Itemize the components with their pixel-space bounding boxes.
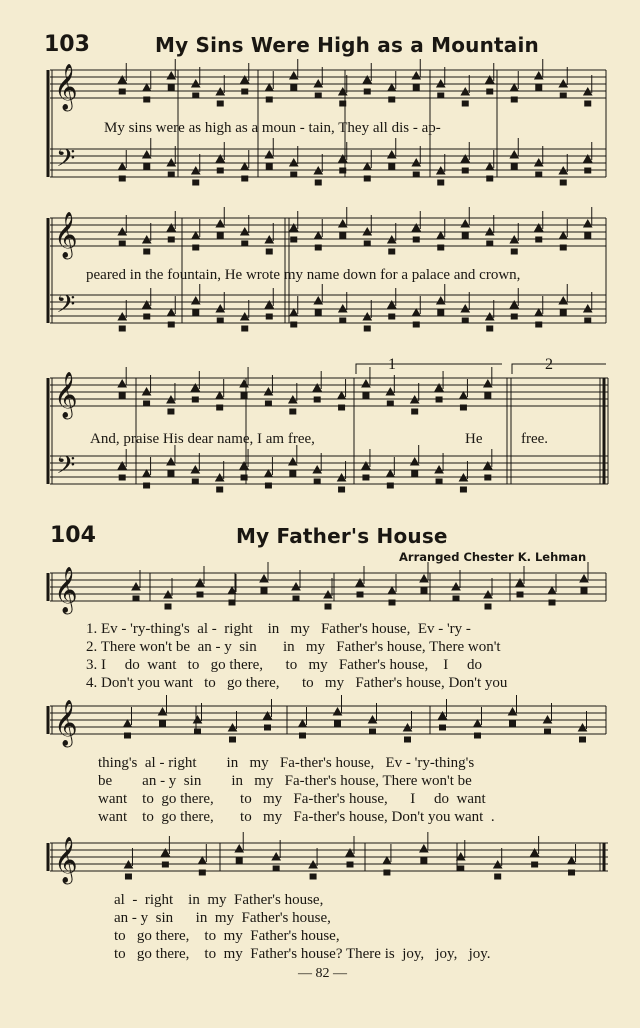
shape-note-head [159,708,167,715]
shape-note-head [585,233,591,238]
shape-note-head [370,729,376,734]
shape-note-head [290,309,298,316]
shape-note-head [335,721,341,726]
shape-note-head [235,845,243,852]
shape-note-head [438,180,444,185]
shape-note-head [388,587,396,594]
shape-note-head [560,180,566,185]
shape-note-head [229,600,235,605]
shape-note-head [119,89,125,94]
shape-note-head [144,97,150,102]
first-ending-label: 1 [388,356,396,373]
verse-line: thing's al - right in my Fa-ther's house, Ev - 'ry-thing's [98,755,475,771]
shape-note-head [143,84,151,91]
shape-note-head [199,870,205,875]
shape-note-head [511,97,517,102]
shape-note-head [265,483,271,488]
shape-note-head [168,85,174,90]
shape-note-head [340,168,346,173]
shape-note-head [485,393,491,398]
shape-note-head [487,326,493,331]
shape-note-head [363,163,371,170]
verse-line: want to go there, to my Fa-ther's house, Don't you want . [98,809,495,825]
verse-line: al - right in my Father's house, [114,892,324,908]
shape-note-head [266,97,272,102]
shape-note-head [461,220,469,227]
shape-note-head [315,245,321,250]
shape-note-head [405,737,411,742]
shape-note-head [143,470,151,477]
shape-note-head [144,249,150,254]
shape-note-head [495,874,501,879]
shape-note-head [291,85,297,90]
shape-note-head [167,72,175,79]
shape-note-head [339,405,345,410]
shape-note-head [386,470,394,477]
shape-note-head [460,405,466,410]
shape-note-head [389,314,395,319]
shape-note-head [314,232,322,239]
shape-note-head [487,176,493,181]
shape-note-head [511,164,517,169]
shape-note-head [289,458,297,465]
shape-note-head [216,220,224,227]
shape-note-head [413,172,419,177]
shape-note-head [535,309,543,316]
shape-note-head [241,475,247,480]
shape-note-head [144,401,150,406]
shape-note-head [536,237,542,242]
treble-clef: 𝄞 [54,567,78,613]
shape-note-head [293,596,299,601]
hymn104-verses-system1 [86,620,507,692]
shape-note-head [119,241,125,246]
hymn103-lyrics-line3-free: free. [521,431,549,447]
shape-note-head [389,97,395,102]
shape-note-head [462,318,468,323]
shape-note-head [230,737,236,742]
shape-note-head [511,249,517,254]
shape-note-head [124,720,132,727]
shape-note-head [584,220,592,227]
shape-note-head [387,401,393,406]
shape-note-head [339,487,345,492]
shape-note-head [290,471,296,476]
shape-note-head [560,93,566,98]
treble-clef: 𝄞 [54,212,78,258]
shape-note-head [387,483,393,488]
hymn103-lyrics-line3-he: He [465,431,483,447]
shape-note-head [389,164,395,169]
shape-note-head [437,297,445,304]
shape-note-head [165,604,171,609]
shape-note-head [143,151,151,158]
shape-note-head [242,89,248,94]
shape-note-head [569,870,575,875]
shape-note-head [118,163,126,170]
shape-note-head [475,733,481,738]
shape-note-head [412,72,420,79]
shape-note-head [168,409,174,414]
shape-note-head [487,241,493,246]
shape-note-head [549,600,555,605]
shape-note-head [420,575,428,582]
shape-note-head [334,708,342,715]
shape-note-head [510,721,516,726]
shape-note-head [585,168,591,173]
shape-note-head [559,232,567,239]
shape-note-head [291,322,297,327]
shape-note-head [119,176,125,181]
shape-note-head [217,487,223,492]
shape-note-head [436,479,442,484]
shape-note-head [532,862,538,867]
verse-line: an - y sin in my Father's house, [114,910,331,926]
shape-note-head [192,232,200,239]
shape-note-head [559,297,567,304]
shape-note-head [193,180,199,185]
shape-note-head [363,393,369,398]
shape-note-head [421,858,427,863]
verse-line: to go there, to my Father's house, [114,928,340,944]
shape-note-head [580,737,586,742]
shape-note-head [264,470,272,477]
shape-note-head [119,326,125,331]
shape-note-head [436,397,442,402]
shape-note-head [314,397,320,402]
shape-note-head [168,322,174,327]
shape-note-head [193,93,199,98]
shape-note-head [217,168,223,173]
shape-note-head [548,587,556,594]
shape-note-head [241,163,249,170]
ending-bracket [512,364,606,374]
shape-note-head [388,151,396,158]
shape-note-head [389,600,395,605]
shape-note-head [290,72,298,79]
shape-note-head [364,326,370,331]
shape-note-head [536,172,542,177]
shape-note-head [119,475,125,480]
shape-note-head [413,85,419,90]
shape-note-head [545,729,551,734]
shape-note-head [315,93,321,98]
shape-note-head [340,101,346,106]
hymn103-lyrics-line2: peared in the fountain, He wrote my name down for a palace and crown, [86,267,521,283]
shape-note-head [517,592,523,597]
hymn104-verses-system2 [98,754,495,826]
shape-note-head [315,180,321,185]
shape-note-head [413,322,419,327]
ending-bracket [356,364,502,374]
treble-clef: 𝄞 [54,64,78,110]
shape-note-head [236,858,242,863]
shape-note-head [266,249,272,254]
shape-note-head [299,720,307,727]
shape-note-head [290,409,296,414]
shape-note-head [384,870,390,875]
shape-note-head [314,297,322,304]
bass-clef: 𝄢 [56,290,76,325]
shape-note-head [198,857,206,864]
shape-note-head [383,857,391,864]
shape-note-head [462,168,468,173]
shape-note-head [484,380,492,387]
shape-note-head [192,297,200,304]
shape-note-head [568,857,576,864]
shape-note-head [511,314,517,319]
shape-note-head [440,725,446,730]
shape-note-head [125,874,131,879]
shape-note-head [216,392,224,399]
verse-line: 2. There won't be an - y sin in my Father's house, There won't [86,639,501,655]
treble-clef: 𝄞 [54,700,78,746]
shape-note-head [168,237,174,242]
shape-note-head [314,479,320,484]
shape-note-head [338,392,346,399]
hymn103-lyrics-line1: My sins were as high as a moun - tain, They all dis - ap- [104,120,441,136]
shape-note-head [560,245,566,250]
hymn-title: My Sins Were High as a Mountain [155,33,539,57]
verse-line: 3. I do want to go there, to my Father's house, I do [86,657,482,673]
shape-note-head [168,471,174,476]
shape-note-head [364,241,370,246]
shape-note-head [125,733,131,738]
shape-note-head [144,164,150,169]
shape-note-head [364,89,370,94]
shape-note-head [560,310,566,315]
treble-clef: 𝄞 [54,372,78,418]
shape-note-head [261,588,267,593]
shape-note-head [510,151,518,158]
shape-note-head [340,318,346,323]
shape-note-head [241,393,247,398]
shape-note-head [291,172,297,177]
shape-note-head [265,151,273,158]
hymn103-lyrics-line3: And, praise His dear name, I am free, [90,431,315,447]
shape-note-head [168,172,174,177]
shape-note-head [438,93,444,98]
shape-note-head [580,575,588,582]
shape-note-head [357,592,363,597]
shape-note-head [388,84,396,91]
shape-note-head [536,85,542,90]
bass-clef: 𝄢 [56,144,76,179]
shape-note-head [242,241,248,246]
shape-note-head [453,596,459,601]
shape-note-head [195,729,201,734]
shape-note-head [485,604,491,609]
shape-note-head [300,733,306,738]
shape-note-head [265,725,271,730]
verse-line: 4. Don't you want to go there, to my Father's house, Don't you [86,675,508,691]
shape-note-head [266,164,272,169]
shape-note-head [438,310,444,315]
shape-note-head [162,862,168,867]
shape-note-head [458,866,464,871]
shape-note-head [260,575,268,582]
shape-note-head [291,237,297,242]
shape-note-head [193,245,199,250]
shape-note-head [462,101,468,106]
verse-line: be an - y sin in my Fa-ther's house, There won't be [98,773,472,789]
shape-note-head [459,392,467,399]
verse-line: to go there, to my Father's house? There is joy, joy, joy. [114,946,491,962]
bass-clef: 𝄢 [56,451,76,486]
shape-note-head [193,310,199,315]
shape-note-head [412,309,420,316]
shape-note-head [242,326,248,331]
shape-note-head [119,393,125,398]
shape-note-head [460,487,466,492]
shape-note-head [364,176,370,181]
shape-note-head [144,314,150,319]
hymn-number: 104 [50,523,96,548]
shape-note-head [339,220,347,227]
shape-note-head [217,233,223,238]
shape-note-head [217,405,223,410]
shape-note-head [581,588,587,593]
shape-note-head [347,862,353,867]
shape-note-head [412,471,418,476]
shape-note-head [585,318,591,323]
shape-note-head [420,845,428,852]
shape-note-head [133,596,139,601]
shape-note-head [438,245,444,250]
shape-note-head [325,604,331,609]
shape-note-head [315,310,321,315]
arranger-credit: Arranged Chester K. Lehman [399,550,587,564]
shape-note-head [167,309,175,316]
shape-note-head [240,380,248,387]
shape-note-head [389,249,395,254]
shape-note-head [510,84,518,91]
shape-note-head [273,866,279,871]
shape-note-head [242,176,248,181]
shape-note-head [509,708,517,715]
shape-note-head [217,101,223,106]
shape-note-head [266,314,272,319]
shape-note-head [413,237,419,242]
shape-note-head [487,89,493,94]
shape-note-head [421,588,427,593]
verse-line: want to go there, to my Fa-ther's house, I do want [98,791,486,807]
shape-note-head [485,475,491,480]
shape-note-head [310,874,316,879]
treble-clef: 𝄞 [54,837,78,883]
shape-note-head [462,233,468,238]
shape-note-head [486,163,494,170]
shape-note-head [585,101,591,106]
shape-note-head [536,322,542,327]
shape-note-head [144,483,150,488]
shape-note-head [265,84,273,91]
hymn-title: My Father's House [236,524,448,548]
shape-note-head [340,233,346,238]
shape-note-head [167,458,175,465]
page-number: — 82 — [298,966,347,981]
shape-note-head [474,720,482,727]
shape-note-head [192,397,198,402]
shape-note-head [412,409,418,414]
shape-note-head [437,232,445,239]
second-ending-label: 2 [545,356,553,373]
shape-note-head [192,479,198,484]
hymn104-verses-system3 [114,891,491,963]
verse-line: 1. Ev - 'ry-thing's al - right in my Father's house, Ev - 'ry - [86,621,471,637]
hymn-number: 103 [44,32,90,57]
shape-note-head [411,458,419,465]
shape-note-head [363,475,369,480]
shape-note-head [265,401,271,406]
shape-note-head [160,721,166,726]
shape-note-head [118,380,126,387]
shape-note-head [197,592,203,597]
shape-note-head [535,72,543,79]
shape-note-head [217,318,223,323]
shape-note-head [362,380,370,387]
